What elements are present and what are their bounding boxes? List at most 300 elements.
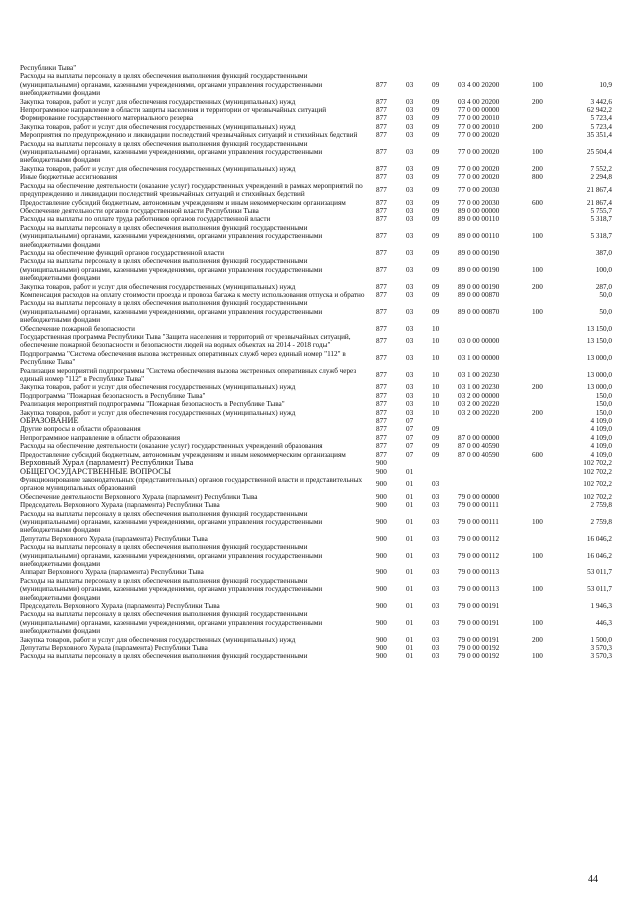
table-row xyxy=(20,535,612,543)
row-vr xyxy=(530,468,558,476)
table-row xyxy=(20,493,612,501)
row-amount: 10,9 xyxy=(599,80,612,89)
row-amount: 13 150,0 xyxy=(586,324,612,333)
row-cs: 03 2 00 00000 xyxy=(458,391,500,400)
row-gr: 877 xyxy=(376,215,387,224)
row-cs: 89 0 00 00190 xyxy=(458,282,500,291)
row-gr: 877 xyxy=(376,425,387,434)
row-rz: 03 xyxy=(406,290,414,299)
row-rz: 03 xyxy=(406,198,414,207)
table-row xyxy=(20,383,612,391)
row-rz xyxy=(404,64,430,72)
row-amount: 4 109,0 xyxy=(590,450,612,459)
row-amount: 102 702,2 xyxy=(583,459,612,468)
row-cs xyxy=(456,64,530,72)
row-name: Обеспечение деятельности Верховного Хурала (парламент) Республики Тыва xyxy=(20,492,258,501)
row-pr xyxy=(430,468,456,476)
row-rz: 01 xyxy=(406,480,414,489)
row-name: Расходы на выплаты персоналу в целях обеспечения выполнения функций государственными (муниципальными) органами, казенными учреждениями, органами управления государственными внебюджетными фондами xyxy=(20,576,323,602)
row-rz: 01 xyxy=(406,635,414,644)
table-row xyxy=(20,644,612,652)
table-row xyxy=(20,123,612,131)
row-cs: 77 0 00 20020 xyxy=(458,164,500,173)
table-row xyxy=(20,72,612,97)
row-rz: 03 xyxy=(406,248,414,257)
row-cs: 89 0 00 00870 xyxy=(458,290,500,299)
row-cs: 89 0 00 00190 xyxy=(458,265,500,274)
row-amount: 3 442,6 xyxy=(590,97,612,106)
row-name: Реализация мероприятий подпрограммы "Система обеспечения вызова экстренных оперативных служб через единый номер "112" в Республике Тыва" xyxy=(20,366,357,384)
row-name: Расходы на выплаты персоналу в целях обеспечения выполнения функций государственными (муниципальными) органами, казенными учреждениями, органами управления государственными внебюджетными фондами xyxy=(20,299,323,325)
row-amount: 16 046,2 xyxy=(586,551,612,560)
row-pr: 03 xyxy=(432,480,440,489)
table-row xyxy=(20,652,612,660)
row-gr: 877 xyxy=(376,206,387,215)
row-vr: 100 xyxy=(532,618,543,627)
row-amount: 150,0 xyxy=(595,400,612,409)
row-pr: 09 xyxy=(432,265,440,274)
row-cs: 03 0 00 00000 xyxy=(458,337,500,346)
row-amount: 150,0 xyxy=(595,408,612,417)
row-pr: 03 xyxy=(432,652,440,661)
row-vr xyxy=(530,568,558,576)
table-row xyxy=(20,400,612,408)
row-name: Расходы на выплаты по оплате труда работников органов государственной власти xyxy=(20,215,271,224)
row-vr xyxy=(530,350,558,367)
row-pr: 03 xyxy=(432,501,440,510)
row-gr: 900 xyxy=(376,467,387,476)
row-vr: 800 xyxy=(532,173,543,182)
row-gr: 877 xyxy=(376,337,387,346)
table-row xyxy=(20,568,612,576)
table-row xyxy=(20,417,612,425)
row-name: Председатель Верховного Хурала (парламента) Республики Тыва xyxy=(20,602,220,610)
row-name: ОБЩЕГОСУДАРСТВЕННЫЕ ВОПРОСЫ xyxy=(20,466,172,476)
row-rz: 01 xyxy=(406,517,414,526)
row-cs: 77 0 00 20020 xyxy=(458,148,500,157)
row-cs: 79 0 00 00113 xyxy=(458,585,500,594)
row-amount: 102 702,2 xyxy=(583,467,612,476)
table-row xyxy=(20,98,612,106)
row-amount: 5 723,4 xyxy=(590,114,612,123)
row-pr: 03 xyxy=(432,644,440,653)
row-vr xyxy=(530,291,558,299)
row-amount: 4 109,0 xyxy=(590,433,612,442)
row-pr xyxy=(430,417,456,425)
row-vr xyxy=(530,325,558,333)
row-amount: 2 294,8 xyxy=(590,173,612,182)
row-vr xyxy=(530,333,558,350)
row-gr: 877 xyxy=(376,80,387,89)
row-name: Расходы на выплаты персоналу в целях обеспечения выполнения функций государственными (муниципальными) органами, казенными учреждениями, органами управления государственными внебюджетными фондами xyxy=(20,543,323,568)
row-name: Верховный Хурал (парламент) Республики Тыва xyxy=(20,458,194,468)
row-name: Расходы на выплаты персоналу в целях обеспечения выполнения функций государственными (муниципальными) органами, казенными учреждениями, органами управления государственными внебюджетными фондами xyxy=(20,610,323,636)
row-name: Обеспечение деятельности органов государственной власти Республики Тыва xyxy=(20,206,259,215)
row-pr: 09 xyxy=(432,131,440,140)
row-rz: 03 xyxy=(406,122,414,131)
row-gr: 877 xyxy=(376,324,387,333)
table-row xyxy=(20,476,612,493)
row-name: Предоставление субсидий бюджетным, автономным учреждениям и иным некоммерческим организациям xyxy=(20,450,346,459)
row-rz: 01 xyxy=(406,602,414,610)
row-cs: 89 0 00 00110 xyxy=(458,215,500,224)
row-cs: 89 0 00 00190 xyxy=(458,248,500,257)
row-vr: 100 xyxy=(532,232,543,241)
row-vr: 200 xyxy=(532,635,543,644)
row-gr: 900 xyxy=(376,551,387,560)
row-vr: 100 xyxy=(532,585,543,594)
row-gr: 877 xyxy=(376,122,387,131)
row-gr: 877 xyxy=(376,383,387,392)
row-cs: 03 2 00 20220 xyxy=(458,408,500,417)
row-name: Подпрограмма "Система обеспечения вызова экстренных оперативных служб через единый номер "112" в Республике Тыва" xyxy=(20,349,346,367)
row-vr: 100 xyxy=(532,517,543,526)
row-vr: 100 xyxy=(532,148,543,157)
row-cs: 03 1 00 20230 xyxy=(458,370,500,379)
row-pr: 03 xyxy=(432,585,440,594)
row-gr: 900 xyxy=(376,459,387,468)
row-pr: 09 xyxy=(432,206,440,215)
table-row xyxy=(20,106,612,114)
row-vr xyxy=(530,442,558,450)
table-row xyxy=(20,501,612,509)
table-row xyxy=(20,409,612,417)
row-pr: 09 xyxy=(432,185,440,194)
row-vr xyxy=(530,535,558,543)
row-vr: 100 xyxy=(532,551,543,560)
row-rz: 03 xyxy=(406,215,414,224)
row-name: Другие вопросы в области образования xyxy=(20,425,141,434)
row-pr: 09 xyxy=(432,450,440,459)
table-row xyxy=(20,131,612,139)
row-name: Расходы на обеспечение деятельности (оказание услуг) государственных учреждений в рамках мероприятий по предупреждению и ликвидации последствий чрезвычайных ситуаций и стихийных бедствий xyxy=(20,181,363,199)
row-rz: 03 xyxy=(406,131,414,140)
table-row xyxy=(20,392,612,400)
row-name: Закупка товаров, работ и услуг для обеспечения государственных (муниципальных) нужд xyxy=(20,122,296,131)
row-name: Функционирование законодательных (представительных) органов государственной власти и представительных органов муниципальных образований xyxy=(20,475,363,493)
row-gr: 900 xyxy=(376,602,387,610)
row-amount: 4 109,0 xyxy=(590,417,612,426)
row-vr: 200 xyxy=(532,97,543,106)
row-rz: 01 xyxy=(406,644,414,653)
row-rz: 01 xyxy=(406,585,414,594)
row-pr: 09 xyxy=(432,164,440,173)
row-vr xyxy=(530,417,558,425)
row-pr: 09 xyxy=(432,282,440,291)
table-row xyxy=(20,140,612,165)
row-pr: 09 xyxy=(432,442,440,451)
row-pr: 09 xyxy=(432,106,440,115)
row-amount xyxy=(558,64,612,72)
row-rz: 03 xyxy=(406,282,414,291)
row-name: Предоставление субсидий бюджетным, автономным учреждениям и иным некоммерческим организациям xyxy=(20,198,346,207)
row-name: Компенсация расходов на оплату стоимости проезда и провоза багажа к месту использования отпуска и обратно xyxy=(20,290,365,299)
table-row xyxy=(20,64,612,72)
row-vr: 100 xyxy=(532,265,543,274)
row-vr xyxy=(530,182,558,199)
row-vr xyxy=(530,434,558,442)
row-amount: 5 755,7 xyxy=(590,206,612,215)
row-gr: 877 xyxy=(376,391,387,400)
row-gr: 877 xyxy=(376,148,387,157)
row-pr: 03 xyxy=(432,602,440,610)
row-rz: 03 xyxy=(406,173,414,182)
row-amount: 50,0 xyxy=(599,290,612,299)
table-row xyxy=(20,510,612,535)
row-cs xyxy=(456,476,530,493)
row-gr: 877 xyxy=(376,185,387,194)
row-cs: 79 0 00 00000 xyxy=(458,492,500,501)
table-row xyxy=(20,291,612,299)
row-rz: 03 xyxy=(406,164,414,173)
row-rz: 03 xyxy=(406,265,414,274)
row-rz: 01 xyxy=(406,501,414,510)
row-gr: 900 xyxy=(376,501,387,510)
row-gr: 900 xyxy=(376,585,387,594)
row-rz: 03 xyxy=(406,400,414,409)
row-pr: 10 xyxy=(432,354,440,363)
row-pr: 03 xyxy=(432,534,440,543)
row-pr: 09 xyxy=(432,198,440,207)
table-row xyxy=(20,367,612,384)
row-cs: 79 0 00 00191 xyxy=(458,618,500,627)
row-gr: 877 xyxy=(376,400,387,409)
table-row xyxy=(20,257,612,282)
row-pr: 09 xyxy=(432,307,440,316)
row-pr: 10 xyxy=(432,324,440,333)
row-rz: 01 xyxy=(406,618,414,627)
row-rz: 01 xyxy=(406,534,414,543)
row-name: Государственная программа Республики Тыва "Защита населения и территорий от чрезвычайных ситуаций, обеспечение пожарной безопасности и безопасности людей на водных объектах на 2014 - 2018 годы" xyxy=(20,333,351,350)
row-cs: 77 0 00 20020 xyxy=(458,173,500,182)
row-gr: 877 xyxy=(376,417,387,426)
row-gr: 877 xyxy=(376,173,387,182)
row-pr: 09 xyxy=(432,232,440,241)
row-rz: 03 xyxy=(406,324,414,333)
row-name: Республики Тыва" xyxy=(20,64,77,72)
row-amount: 25 504,4 xyxy=(586,148,612,157)
row-pr: 09 xyxy=(432,215,440,224)
row-name: Расходы на обеспечение деятельности (оказание услуг) государственных учреждений образования xyxy=(20,442,323,451)
row-vr: 200 xyxy=(532,383,543,392)
table-row xyxy=(20,325,612,333)
row-cs: 79 0 00 00112 xyxy=(458,534,500,543)
table-row xyxy=(20,114,612,122)
row-name: Расходы на выплаты персоналу в целях обеспечения выполнения функций государственными (муниципальными) органами, казенными учреждениями, органами управления государственными внебюджетными фондами xyxy=(20,257,323,283)
row-amount: 13 000,0 xyxy=(586,370,612,379)
row-cs: 79 0 00 00191 xyxy=(458,635,500,644)
row-gr: 877 xyxy=(376,433,387,442)
row-cs: 79 0 00 00111 xyxy=(458,517,499,526)
row-cs: 87 0 00 40590 xyxy=(458,450,500,459)
row-name: Расходы на выплаты персоналу в целях обеспечения выполнения функций государственными (муниципальными) органами, казенными учреждениями, органами управления государственными внебюджетными фондами xyxy=(20,223,323,249)
row-rz: 03 xyxy=(406,337,414,346)
row-amount: 21 867,4 xyxy=(586,185,612,194)
table-row xyxy=(20,207,612,215)
table-row xyxy=(20,199,612,207)
row-amount: 21 867,4 xyxy=(586,198,612,207)
row-cs xyxy=(456,425,530,433)
row-rz: 03 xyxy=(406,307,414,316)
table-row xyxy=(20,602,612,610)
table-row xyxy=(20,173,612,181)
row-vr xyxy=(530,425,558,433)
row-amount: 1 500,0 xyxy=(590,635,612,644)
row-vr xyxy=(530,602,558,610)
row-rz: 03 xyxy=(406,408,414,417)
row-cs: 79 0 00 00113 xyxy=(458,568,500,577)
row-cs: 77 0 00 20010 xyxy=(458,122,500,131)
table-row xyxy=(20,165,612,173)
row-amount: 35 351,4 xyxy=(586,131,612,140)
row-name: Расходы на выплаты персоналу в целях обеспечения выполнения функций государственными (муниципальными) органами, казенными учреждениями, органами управления государственными внебюджетными фондами xyxy=(20,72,323,98)
row-vr xyxy=(530,501,558,509)
row-vr xyxy=(530,400,558,408)
row-name: Закупка товаров, работ и услуг для обеспечения государственных (муниципальных) нужд xyxy=(20,383,296,392)
row-pr: 09 xyxy=(432,114,440,123)
row-amount: 150,0 xyxy=(595,391,612,400)
row-pr: 03 xyxy=(432,517,440,526)
row-name: Председатель Верховного Хурала (парламента) Республики Тыва xyxy=(20,501,220,510)
row-name: Расходы на выплаты персоналу в целях обеспечения выполнения функций государственными xyxy=(20,652,308,661)
row-vr xyxy=(530,114,558,122)
row-pr: 09 xyxy=(432,248,440,257)
row-cs: 89 0 00 00000 xyxy=(458,206,500,215)
row-vr xyxy=(530,459,558,467)
row-amount: 4 109,0 xyxy=(590,425,612,434)
row-vr: 200 xyxy=(532,408,543,417)
row-cs: 77 0 00 20030 xyxy=(458,185,500,194)
row-cs: 77 0 00 20020 xyxy=(458,131,500,140)
table-row xyxy=(20,543,612,568)
row-rz: 07 xyxy=(406,417,414,426)
row-gr: 900 xyxy=(376,534,387,543)
row-amount: 446,3 xyxy=(595,618,612,627)
row-gr: 900 xyxy=(376,618,387,627)
row-rz: 01 xyxy=(406,551,414,560)
row-pr: 10 xyxy=(432,391,440,400)
row-vr: 100 xyxy=(532,307,543,316)
row-name: Формирование государственного материального резерва xyxy=(20,114,194,123)
row-name: Расходы на выплаты персоналу в целях обеспечения выполнения функций государственными (муниципальными) органами, казенными учреждениями, органами управления государственными внебюджетными фондами xyxy=(20,139,323,165)
row-gr: 900 xyxy=(376,492,387,501)
row-pr: 09 xyxy=(432,425,440,434)
row-vr xyxy=(530,64,558,72)
row-cs xyxy=(456,417,530,425)
row-vr xyxy=(530,106,558,114)
row-vr xyxy=(530,493,558,501)
row-cs: 79 0 00 00191 xyxy=(458,602,500,610)
row-rz: 03 xyxy=(406,185,414,194)
table-row xyxy=(20,442,612,450)
row-amount: 102 702,2 xyxy=(583,492,612,501)
row-gr: 877 xyxy=(376,114,387,123)
row-rz xyxy=(404,459,430,467)
row-name: Закупка товаров, работ и услуг для обеспечения государственных (муниципальных) нужд xyxy=(20,97,296,106)
row-vr xyxy=(530,207,558,215)
row-rz: 03 xyxy=(406,391,414,400)
row-cs: 03 4 00 20200 xyxy=(458,80,500,89)
row-pr xyxy=(430,64,456,72)
row-amount: 50,0 xyxy=(599,307,612,316)
row-pr: 09 xyxy=(432,433,440,442)
row-cs: 79 0 00 00192 xyxy=(458,652,500,661)
table-row xyxy=(20,577,612,602)
row-amount: 2 759,8 xyxy=(590,501,612,510)
row-name: Непрограммное направление в области образования xyxy=(20,433,181,442)
row-gr: 900 xyxy=(376,480,387,489)
row-rz: 07 xyxy=(406,425,414,434)
row-pr: 09 xyxy=(432,97,440,106)
row-amount: 287,0 xyxy=(595,282,612,291)
row-pr: 09 xyxy=(432,290,440,299)
row-cs: 03 2 00 20220 xyxy=(458,400,500,409)
row-amount: 53 011,7 xyxy=(587,568,612,577)
row-amount: 3 570,3 xyxy=(590,652,612,661)
row-gr: 877 xyxy=(376,97,387,106)
row-gr xyxy=(374,64,404,72)
row-rz: 01 xyxy=(406,467,414,476)
row-vr: 200 xyxy=(532,122,543,131)
table-row xyxy=(20,434,612,442)
row-gr: 900 xyxy=(376,652,387,661)
row-gr: 877 xyxy=(376,290,387,299)
table-row xyxy=(20,350,612,367)
row-amount: 3 570,3 xyxy=(590,644,612,653)
row-name: Обеспечение пожарной безопасности xyxy=(20,324,136,333)
row-amount: 13 000,0 xyxy=(586,383,612,392)
row-pr: 09 xyxy=(432,80,440,89)
table-row xyxy=(20,610,612,635)
row-name: Закупка товаров, работ и услуг для обеспечения государственных (муниципальных) нужд xyxy=(20,408,296,417)
row-rz: 03 xyxy=(406,97,414,106)
row-cs: 87 0 00 00000 xyxy=(458,433,500,442)
table-row xyxy=(20,249,612,257)
row-vr xyxy=(530,131,558,139)
row-gr: 877 xyxy=(376,408,387,417)
table-row xyxy=(20,468,612,476)
row-cs: 79 0 00 00111 xyxy=(458,501,499,510)
row-gr: 877 xyxy=(376,282,387,291)
row-pr xyxy=(430,459,456,467)
row-rz: 07 xyxy=(406,442,414,451)
row-name: Мероприятия по предупреждению и ликвидации последствий чрезвычайных ситуаций и стихийных бедствий xyxy=(20,131,358,140)
row-amount: 387,0 xyxy=(595,248,612,257)
row-gr: 900 xyxy=(376,635,387,644)
row-vr xyxy=(530,392,558,400)
row-amount: 1 946,3 xyxy=(590,602,612,610)
row-pr: 03 xyxy=(432,492,440,501)
row-gr: 877 xyxy=(376,248,387,257)
table-row xyxy=(20,636,612,644)
row-rz: 03 xyxy=(406,383,414,392)
row-cs: 03 1 00 00000 xyxy=(458,354,500,363)
row-cs: 79 0 00 00112 xyxy=(458,551,500,560)
row-name: Депутаты Верховного Хурала (парламента) Республики Тыва xyxy=(20,534,208,543)
row-rz: 03 xyxy=(406,354,414,363)
row-pr: 10 xyxy=(432,383,440,392)
row-vr xyxy=(530,249,558,257)
row-amount: 5 318,7 xyxy=(590,232,612,241)
row-cs: 77 0 00 00000 xyxy=(458,106,500,115)
row-vr xyxy=(530,476,558,493)
row-cs: 03 4 00 20200 xyxy=(458,97,500,106)
row-rz: 01 xyxy=(406,652,414,661)
table-row xyxy=(20,182,612,199)
row-gr: 877 xyxy=(376,450,387,459)
row-vr: 100 xyxy=(532,652,543,661)
row-gr: 877 xyxy=(376,232,387,241)
